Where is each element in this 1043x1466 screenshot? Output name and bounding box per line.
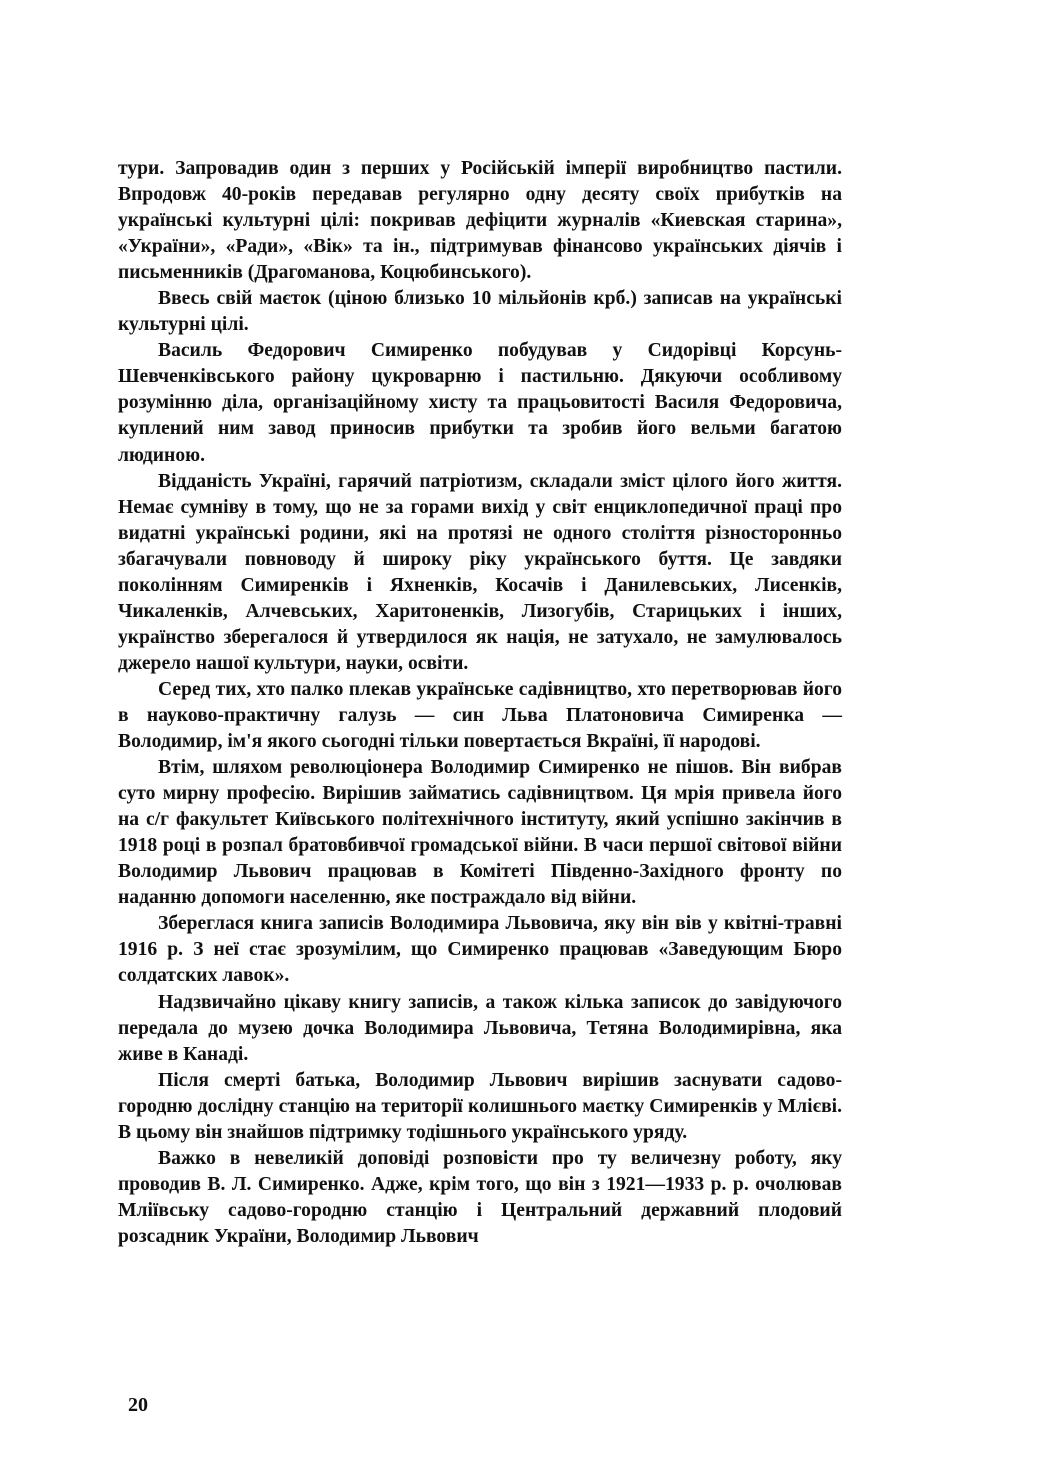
paragraph-10: Важко в невеликій доповіді розповісти про ту величезну роботу, яку проводив В. Л. Симиренко. Адже, крім того, що він з 1921—1933 р. р. очолював Мліївську садово-городню станцію і Центральний державний плодовий розсадник України, Володимир Львович <box>118 1147 842 1247</box>
paragraph-6: Втім, шляхом революціонера Володимир Симиренко не пішов. Він вибрав суто мирну професію. Вирішив займатись садівництвом. Ця мрія привела його на с/г факультет Київського політехнічного інституту, який успішно закінчив в 1918 році в розпал братовбивчої громадської війни. В часи першої світової війни Володимир Львович працював в Комітеті Південно-Західного фронту по наданню допомоги населенню, яке постраждало від війни. <box>118 757 842 909</box>
paragraph-9: Після смерті батька, Володимир Львович вирішив заснувати садово-городню дослідну станцію на території колишнього маєтку Симиренків у Млієві. В цьому він знайшов підтримку тодішнього українського уряду. <box>118 1069 842 1143</box>
paragraph-1: тури. Запровадив один з перших у Російській імперії виробництво пастили. Впродовж 40-років передавав регулярно одну десяту своїх прибутків на українські культурні цілі: покривав дефіцити журналів «Киевская старина», «України», «Ради», «Вік» та ін., підтримував фінансово українських діячів і письменників (Драгоманова, Коцюбинського). <box>118 158 842 284</box>
body-text <box>118 156 842 1250</box>
page-number: 20 <box>128 1394 148 1416</box>
paragraph-2: Ввесь свій маєток (ціною близько 10 мільйонів крб.) записав на українські культурні цілі. <box>118 288 842 336</box>
paragraph-5: Серед тих, хто палко плекав українське садівництво, хто перетворював його в науково-практичну галузь — син Льва Платоновича Симиренка — Володимир, ім'я якого сьогодні тільки повертається Вкраїні, її народові. <box>118 678 842 753</box>
paragraph-3: Василь Федорович Симиренко побудував у Сидорівці Корсунь-Шевченківського району цукроварню і пастильню. Дякуючи особливому розумінню діла, організаційному хисту та працьовитості Василя Федоровича, куплений ним завод приносив прибутки та зробив його вельми багатою людиною. <box>118 340 842 466</box>
paragraph-7: Збереглася книга записів Володимира Львовича, яку він вів у квітні-травні 1916 р. З неї стає зрозумілим, що Симиренко працював «Заведующим Бюро солдатских лавок». <box>118 913 842 987</box>
paragraph-8: Надзвичайно цікаву книгу записів, а також кілька записок до завідуючого передала до музею дочка Володимира Львовича, Тетяна Володимирівна, яка живе в Канаді. <box>118 991 842 1065</box>
paragraph-4: Відданість Україні, гарячий патріотизм, складали зміст цілого його життя. Немає сумніву в тому, що не за горами вихід у світ енциклопедичної праці про видатні українські родини, які на протязі не одного століття різносторонньо збагачували повноводу й широку ріку українського буття. Це завдяки поколінням Симиренків і Яхненків, Косачів і Данилевських, Лисенків, Чикаленків, Алчевських, Харитоненків, Лизогубів, Старицьких і інших, українство зберегалося й утвердилося як нація, не затухало, не замулювалось джерело нашої культури, науки, освіти. <box>118 470 842 674</box>
